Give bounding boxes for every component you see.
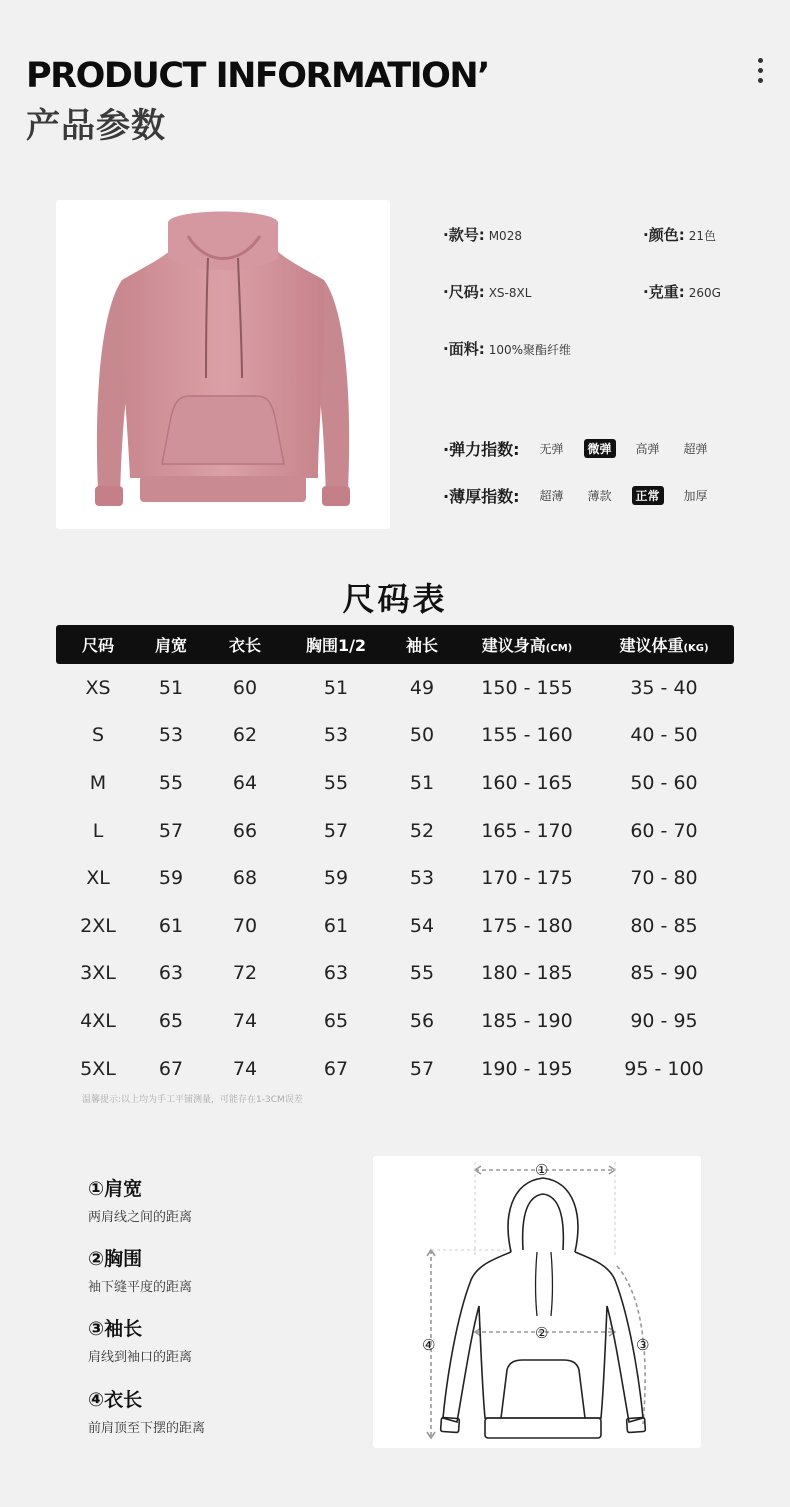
cell-chest: 65 xyxy=(323,1009,349,1032)
table-row xyxy=(56,712,734,760)
cell-length: 64 xyxy=(232,771,258,794)
cell-sleeve: 55 xyxy=(409,962,435,985)
cell-chest: 53 xyxy=(323,724,349,747)
cell-height: 155 - 160 xyxy=(481,724,573,747)
measurement-diagram xyxy=(373,1156,701,1448)
cell-height: 165 - 170 xyxy=(481,819,573,842)
header-height-unit: (CM) xyxy=(545,643,573,654)
diagram-marker-4: ④ xyxy=(422,1336,436,1354)
cell-sleeve: 57 xyxy=(409,1057,435,1080)
measure-chest-title: ②胸围 xyxy=(88,1248,143,1270)
cell-size: XS xyxy=(85,676,111,699)
cell-chest: 59 xyxy=(323,867,349,890)
header-size: 尺码 xyxy=(81,636,114,655)
cell-height: 160 - 165 xyxy=(481,771,573,794)
thickness-scale xyxy=(443,484,712,507)
header-height xyxy=(460,633,594,656)
cell-weight: 40 - 50 xyxy=(630,724,698,747)
diagram-marker-3: ③ xyxy=(636,1336,650,1354)
cell-size: XL xyxy=(86,867,110,890)
header-weight-unit: (KG) xyxy=(683,643,709,654)
spec-model-label: ·款号: xyxy=(443,226,485,244)
measure-shoulder-desc: 两肩线之间的距离 xyxy=(88,1210,193,1225)
table-row xyxy=(56,854,734,902)
header-weight-label: 建议体重 xyxy=(619,636,684,655)
cell-shoulder: 65 xyxy=(158,1009,184,1032)
cell-shoulder: 61 xyxy=(158,914,184,937)
cell-height: 180 - 185 xyxy=(481,962,573,985)
measure-sleeve-desc: 肩线到袖口的距离 xyxy=(88,1350,193,1365)
elasticity-option: 超弹 xyxy=(683,442,708,456)
table-row xyxy=(56,664,734,712)
cell-length: 70 xyxy=(232,914,258,937)
cell-chest: 55 xyxy=(323,771,349,794)
spec-color-value: 21色 xyxy=(688,229,716,243)
cell-weight: 80 - 85 xyxy=(630,914,698,937)
diagram-marker-1: ① xyxy=(535,1161,549,1179)
cell-height: 170 - 175 xyxy=(481,867,573,890)
thickness-label: ·薄厚指数: xyxy=(443,487,520,506)
cell-size: 2XL xyxy=(80,914,116,937)
cell-shoulder: 59 xyxy=(158,867,184,890)
spec-fabric-label: ·面料: xyxy=(443,340,485,358)
cell-weight: 70 - 80 xyxy=(630,867,698,890)
cell-chest: 61 xyxy=(323,914,349,937)
cell-height: 185 - 190 xyxy=(481,1009,573,1032)
cell-size: S xyxy=(91,724,105,747)
thickness-option: 超薄 xyxy=(539,489,564,503)
cell-size: M xyxy=(89,771,107,794)
table-row xyxy=(56,1045,734,1093)
cell-length: 60 xyxy=(232,676,258,699)
spec-size xyxy=(443,281,531,302)
cell-weight: 35 - 40 xyxy=(630,676,698,699)
cell-shoulder: 57 xyxy=(158,819,184,842)
size-chart-table xyxy=(56,625,734,1092)
measure-chest-desc: 袖下缝平度的距离 xyxy=(88,1280,193,1295)
elasticity-option: 高弹 xyxy=(635,442,660,456)
cell-size: 5XL xyxy=(80,1057,116,1080)
spec-size-value: XS-8XL xyxy=(488,286,532,300)
cell-sleeve: 51 xyxy=(409,771,435,794)
cell-height: 190 - 195 xyxy=(481,1057,573,1080)
table-row xyxy=(56,807,734,855)
measure-shoulder-title: ①肩宽 xyxy=(88,1178,143,1200)
cell-length: 66 xyxy=(232,819,258,842)
elasticity-scale xyxy=(443,437,712,460)
product-image xyxy=(56,200,390,529)
cell-length: 74 xyxy=(232,1057,258,1080)
cell-shoulder: 67 xyxy=(158,1057,184,1080)
measure-length xyxy=(88,1385,205,1436)
header-chest: 胸围1/2 xyxy=(305,636,367,655)
spec-model-value: M028 xyxy=(488,229,522,243)
diagram-marker-2: ② xyxy=(535,1324,549,1342)
cell-length: 68 xyxy=(232,867,258,890)
table-row xyxy=(56,950,734,998)
spec-model xyxy=(443,224,522,245)
header-sleeve: 袖长 xyxy=(405,636,438,655)
cell-weight: 95 - 100 xyxy=(624,1057,704,1080)
cell-height: 150 - 155 xyxy=(481,676,573,699)
page-title-chinese: 产品参数 xyxy=(26,106,166,146)
cell-shoulder: 55 xyxy=(158,771,184,794)
cell-size: L xyxy=(92,819,104,842)
cell-height: 175 - 180 xyxy=(481,914,573,937)
cell-chest: 67 xyxy=(323,1057,349,1080)
thickness-option-selected: 正常 xyxy=(632,486,664,505)
cell-shoulder: 51 xyxy=(158,676,184,699)
elasticity-option-selected: 微弹 xyxy=(584,439,616,458)
cell-chest: 57 xyxy=(323,819,349,842)
cell-sleeve: 53 xyxy=(409,867,435,890)
size-chart-note: 温馨提示:以上均为手工平铺测量，可能存在1-3CM误差 xyxy=(82,1095,303,1105)
header-weight xyxy=(594,633,734,656)
measure-length-desc: 前肩顶至下摆的距离 xyxy=(88,1421,206,1436)
size-chart-title: 尺码表 xyxy=(342,580,448,618)
table-row xyxy=(56,902,734,950)
measure-sleeve xyxy=(88,1314,192,1365)
measure-shoulder xyxy=(88,1174,192,1225)
thickness-option: 薄款 xyxy=(587,489,612,503)
cell-size: 3XL xyxy=(80,962,116,985)
cell-sleeve: 54 xyxy=(409,914,435,937)
cell-weight: 60 - 70 xyxy=(630,819,698,842)
spec-fabric xyxy=(443,338,571,359)
cell-shoulder: 63 xyxy=(158,962,184,985)
elasticity-option: 无弹 xyxy=(539,442,564,456)
spec-weight-value: 260G xyxy=(688,286,721,300)
page-title-english: PRODUCT INFORMATION’ xyxy=(26,56,489,96)
cell-chest: 51 xyxy=(323,676,349,699)
cell-weight: 90 - 95 xyxy=(630,1009,698,1032)
cell-shoulder: 53 xyxy=(158,724,184,747)
measure-sleeve-title: ③袖长 xyxy=(88,1318,143,1340)
cell-sleeve: 52 xyxy=(409,819,435,842)
spec-weight-label: ·克重: xyxy=(643,283,685,301)
spec-fabric-value: 100%聚酯纤维 xyxy=(488,343,572,357)
spec-color xyxy=(643,224,716,245)
cell-length: 74 xyxy=(232,1009,258,1032)
cell-length: 62 xyxy=(232,724,258,747)
cell-weight: 85 - 90 xyxy=(630,962,698,985)
cell-sleeve: 56 xyxy=(409,1009,435,1032)
cell-sleeve: 49 xyxy=(409,676,435,699)
header-height-label: 建议身高 xyxy=(481,636,546,655)
cell-sleeve: 50 xyxy=(409,724,435,747)
cell-chest: 63 xyxy=(323,962,349,985)
thickness-option: 加厚 xyxy=(683,489,708,503)
measure-chest xyxy=(88,1244,192,1295)
size-chart-body xyxy=(56,664,734,1092)
spec-weight xyxy=(643,281,721,302)
table-row xyxy=(56,759,734,807)
header-length: 衣长 xyxy=(228,636,261,655)
more-vertical-icon[interactable] xyxy=(756,58,764,86)
table-row xyxy=(56,997,734,1045)
elasticity-label: ·弹力指数: xyxy=(443,440,520,459)
cell-length: 72 xyxy=(232,962,258,985)
spec-color-label: ·颜色: xyxy=(643,226,685,244)
cell-weight: 50 - 60 xyxy=(630,771,698,794)
header-shoulder: 肩宽 xyxy=(154,636,187,655)
cell-size: 4XL xyxy=(80,1009,116,1032)
spec-size-label: ·尺码: xyxy=(443,283,485,301)
measure-length-title: ④衣长 xyxy=(88,1389,143,1411)
size-chart-header xyxy=(56,625,734,664)
